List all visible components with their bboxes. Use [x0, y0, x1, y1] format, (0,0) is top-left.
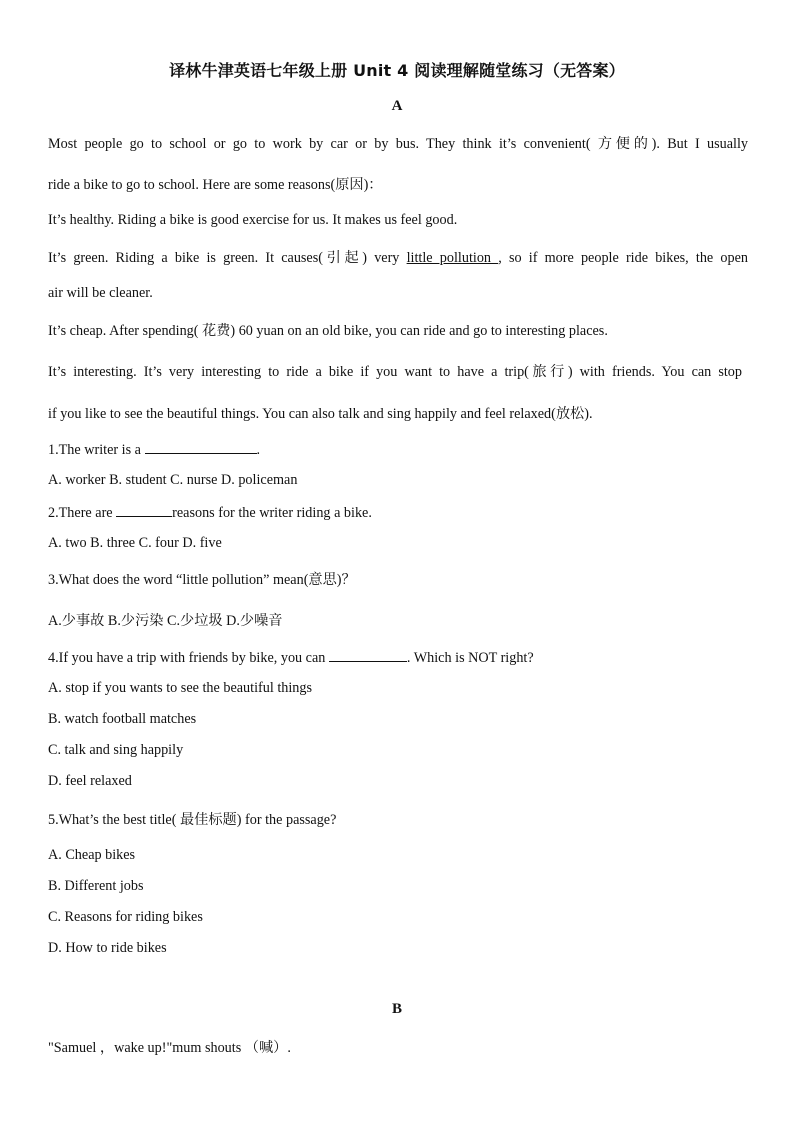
question-3-options: A.少事故 B.少污染 C.少垃圾 D.少噪音 — [48, 613, 283, 629]
question-4-option-c: C. talk and sing happily — [48, 742, 184, 758]
question-1 — [48, 439, 748, 460]
question-2-blank[interactable] — [116, 502, 172, 517]
passage-b-line-1: "Samuel ，wake up!"mum shouts （喊）. — [48, 1040, 291, 1056]
question-5-option-d: D. How to ride bikes — [48, 940, 167, 956]
question-2 — [48, 502, 748, 523]
passage-a-line-2: ride a bike to go to school. Here are some reasons(原因)： — [48, 177, 383, 193]
section-b-heading: B — [391, 1001, 402, 1017]
passage-a-interesting-line-2: if you like to see the beautiful things. You can also talk and sing happily and feel relaxed(放松). — [48, 406, 593, 422]
question-5: 5.What’s the best title( 最佳标题) for the passage? — [48, 812, 337, 828]
question-5-option-c: C. Reasons for riding bikes — [48, 909, 203, 925]
question-5-option-a: A. Cheap bikes — [48, 847, 136, 863]
question-1-options: A. worker B. student C. nurse D. policeman — [48, 472, 298, 488]
question-4-blank[interactable] — [329, 647, 407, 662]
question-4-stem: 4.If you have a trip with friends by bike, you can — [48, 650, 326, 666]
question-4-end: . Which is NOT right? — [406, 650, 534, 666]
question-2-end: reasons for the writer riding a bike. — [172, 505, 372, 521]
question-4-option-a: A. stop if you wants to see the beautiful things — [48, 680, 313, 696]
underlined-phrase: little pollution — [406, 250, 499, 266]
page-title: 译林牛津英语七年级上册 Unit 4 阅读理解随堂练习（无答案） — [169, 61, 625, 80]
question-3: 3.What does the word “little pollution” mean(意思)？ — [48, 572, 356, 588]
passage-a-line-1: Most people go to school or go to work by car or by bus. They think it’s convenient( 方便的). But I usually — [48, 136, 748, 152]
passage-a-green-line — [48, 248, 748, 268]
passage-a-green-line-2: air will be cleaner. — [48, 285, 153, 301]
green-text-post: , so if more people ride bikes, the open — [498, 250, 748, 266]
passage-a-cheap: It’s cheap. After spending( 花费) 60 yuan on an old bike, you can ride and go to interesting places. — [48, 323, 608, 339]
question-4-option-d: D. feel relaxed — [48, 773, 132, 789]
passage-a-interesting-line-1: It’s interesting. It’s very interesting to ride a bike if you want to have a trip(旅行) with friends. You can stop — [48, 364, 742, 380]
green-text-pre: It’s green. Riding a bike is green. It causes(引起) very — [48, 250, 407, 266]
question-1-end: . — [256, 442, 261, 458]
question-1-blank[interactable] — [145, 439, 257, 454]
question-4 — [48, 647, 748, 668]
passage-a-healthy: It’s healthy. Riding a bike is good exercise for us. It makes us feel good. — [48, 212, 458, 228]
question-1-stem: 1.The writer is a — [48, 442, 141, 458]
question-2-options: A. two B. three C. four D. five — [48, 535, 222, 551]
section-a-heading: A — [391, 98, 403, 114]
question-2-stem: 2.There are — [48, 505, 113, 521]
question-5-option-b: B. Different jobs — [48, 878, 144, 894]
question-4-option-b: B. watch football matches — [48, 711, 197, 727]
